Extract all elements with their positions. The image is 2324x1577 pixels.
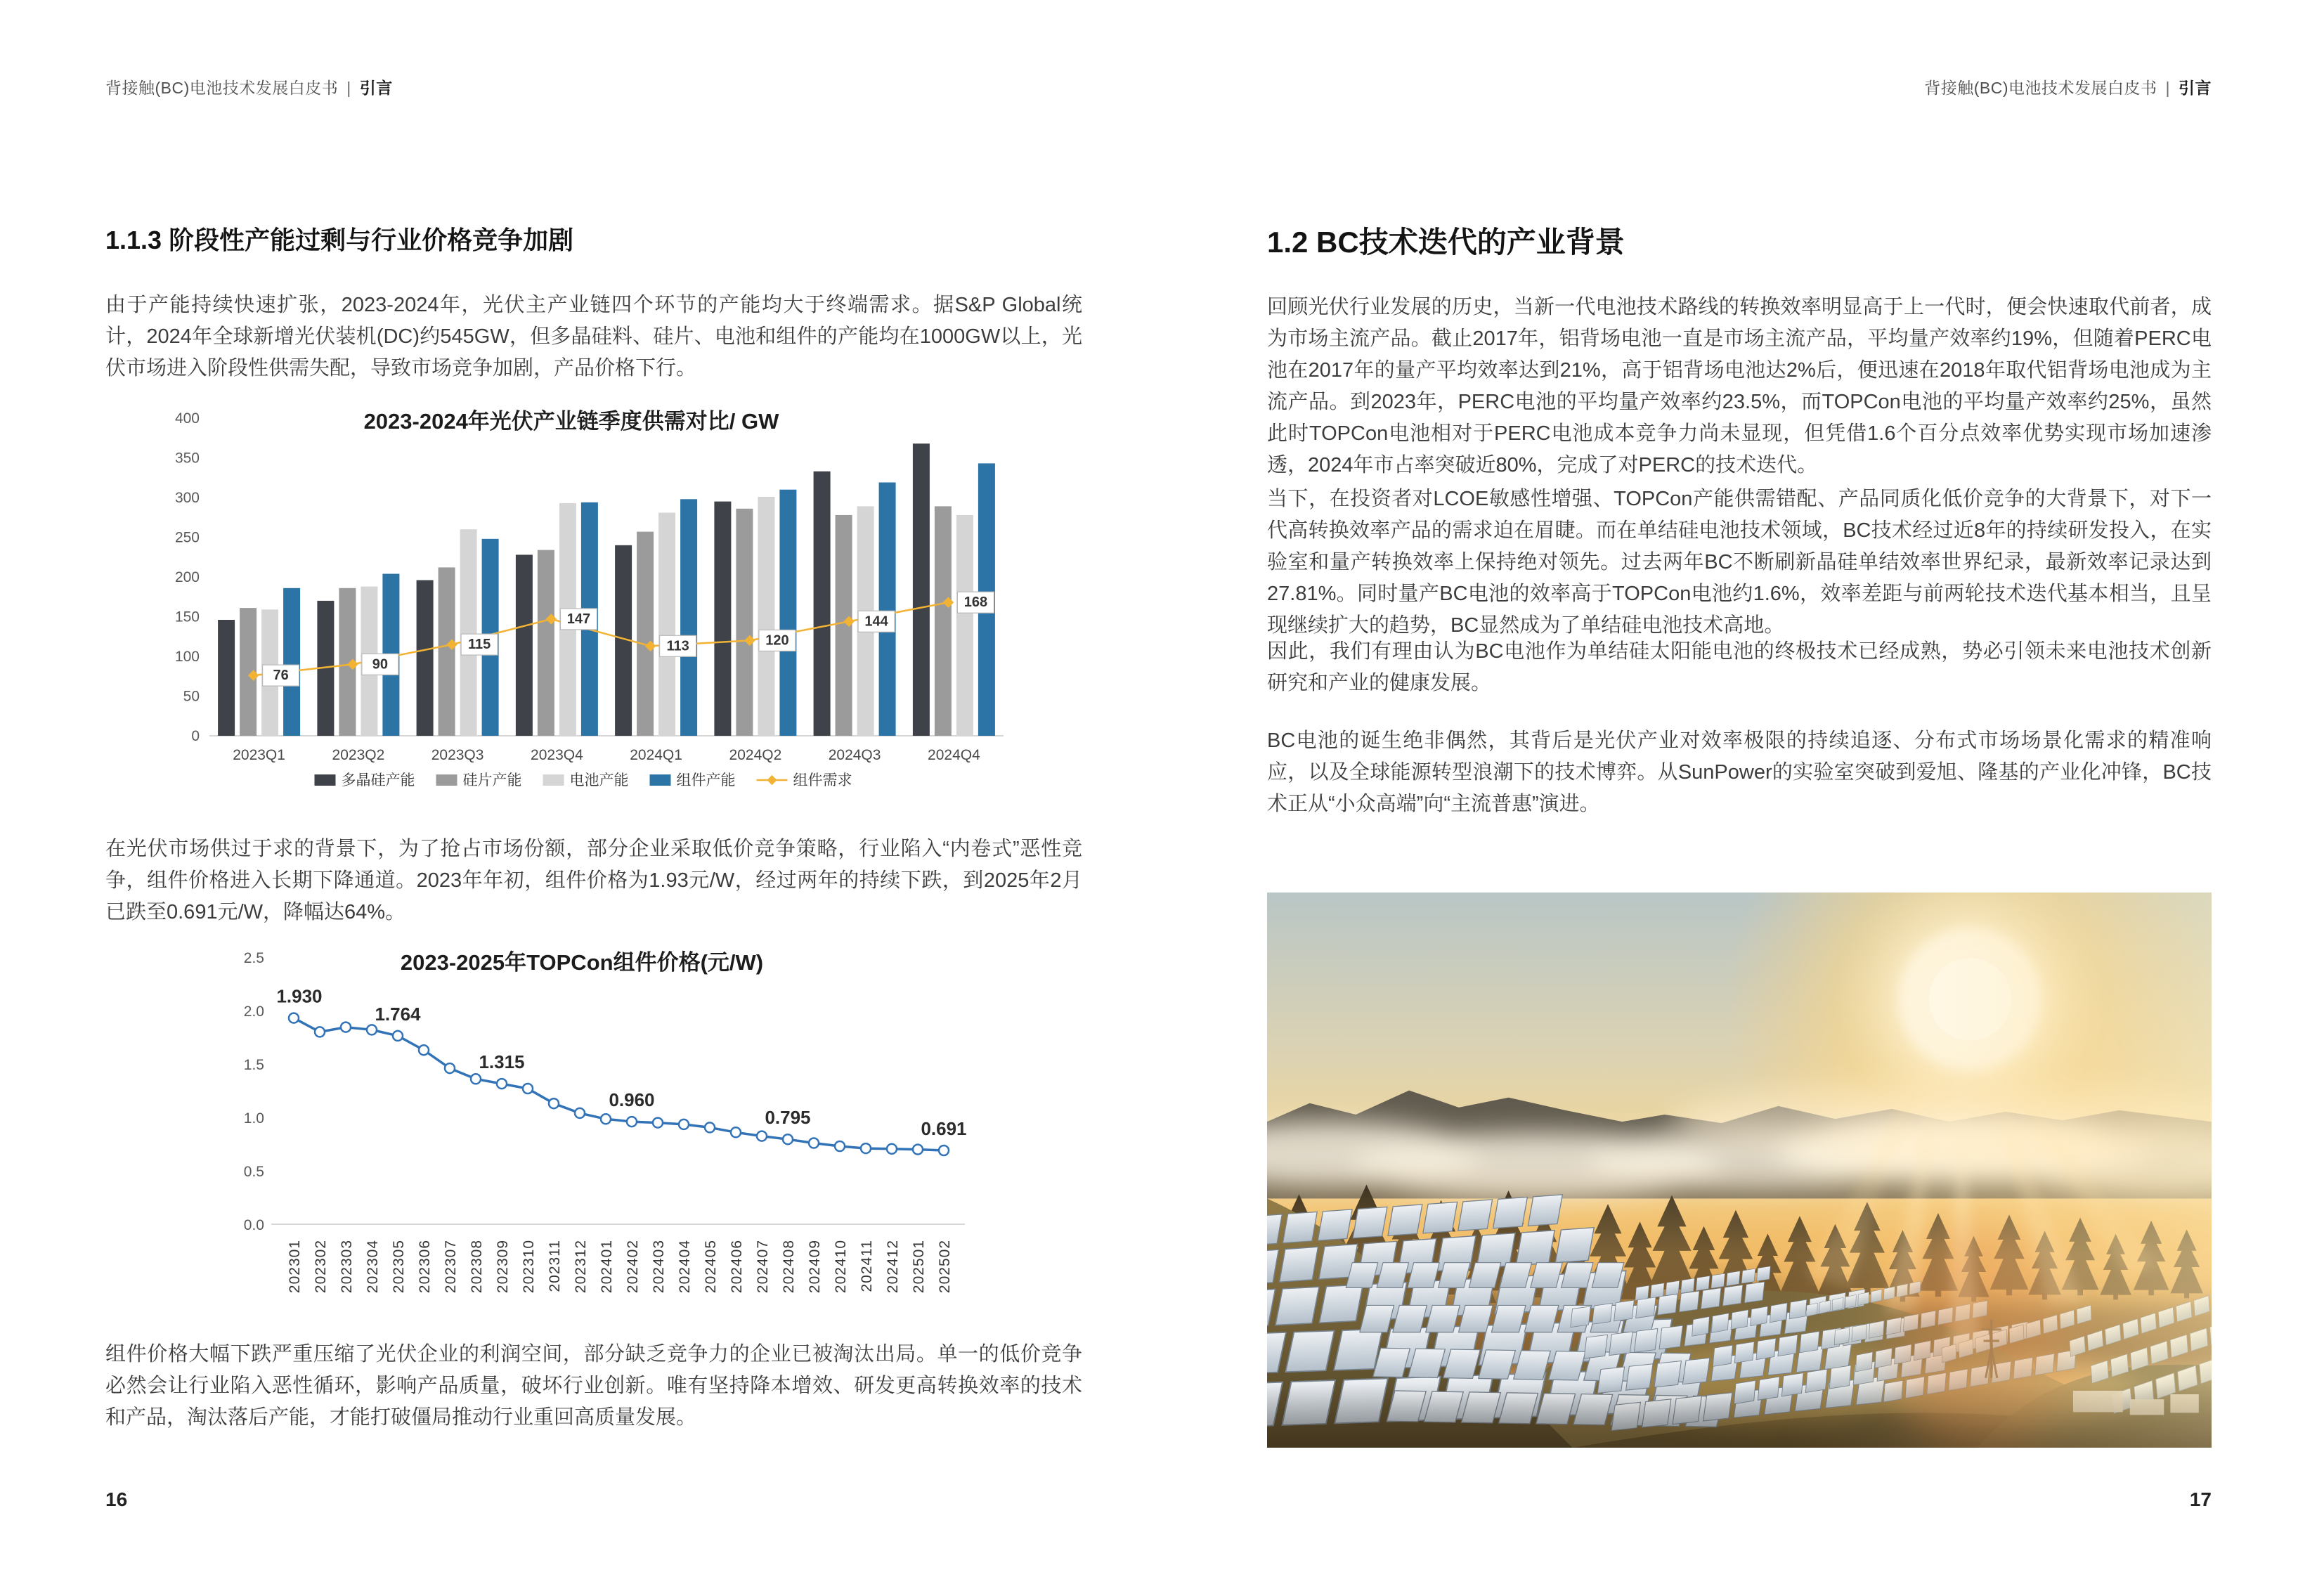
svg-text:2.0: 2.0 — [243, 1004, 264, 1020]
svg-text:2023Q2: 2023Q2 — [332, 747, 385, 763]
svg-text:202312: 202312 — [573, 1240, 589, 1294]
svg-text:115: 115 — [467, 637, 491, 653]
svg-text:202308: 202308 — [469, 1240, 485, 1294]
paragraph-conclusion: 组件价格大幅下跌严重压缩了光伏企业的利润空间，部分缺乏竞争力的企业已被淘汰出局。单一的低价竞争必然会让行业陷入恶性循环，影响产品质量，破坏行业创新。唯有坚持降本增效、研发更高转换效率的技术和产品，淘汰落后产能，才能打破僵局推动行业重回高质量发展。 — [105, 1343, 1082, 1429]
solar-farm-photo — [1267, 893, 2212, 1448]
svg-text:1.315: 1.315 — [479, 1051, 525, 1073]
svg-text:50: 50 — [183, 688, 200, 705]
svg-text:76: 76 — [273, 668, 289, 684]
header-divider: | — [2165, 79, 2170, 97]
svg-text:1.764: 1.764 — [375, 1003, 421, 1025]
svg-text:2024Q4: 2024Q4 — [928, 747, 980, 763]
svg-text:202502: 202502 — [937, 1240, 953, 1294]
svg-text:0: 0 — [191, 728, 200, 744]
svg-text:202404: 202404 — [677, 1240, 693, 1294]
header-section-label: 引言 — [359, 79, 393, 97]
doc-title: 背接触(BC)电池技术发展白皮书 — [1924, 79, 2157, 97]
svg-text:202302: 202302 — [313, 1240, 329, 1294]
paragraph-bc-maturity: 因此，我们有理由认为BC电池作为单结硅太阳能电池的终极技术已经成熟，势必引领未来电池技术创新研究和产业的健康发展。 — [1267, 640, 2212, 694]
svg-text:2023Q1: 2023Q1 — [233, 747, 285, 763]
svg-text:202409: 202409 — [807, 1240, 823, 1294]
section-title-1-1-3: 1.1.3 阶段性产能过剩与行业价格竞争加剧 — [105, 226, 574, 254]
svg-text:电池产能: 电池产能 — [569, 772, 629, 788]
line-chart — [160, 942, 1018, 1325]
svg-text:202412: 202412 — [885, 1240, 901, 1294]
paragraph-price-war: 在光伏市场供过于求的背景下，为了抢占市场份额，部分企业采取低价竞争策略，行业陷入“内卷式”恶性竞争，组件价格进入长期下降通道。2023年年初，组件价格为1.93元/W，经过两年的持续下跌，到2025年2月已跌至0.691元/W，降幅达64%。 — [105, 838, 1082, 923]
svg-text:2024Q2: 2024Q2 — [729, 747, 782, 763]
svg-text:202304: 202304 — [365, 1240, 381, 1294]
svg-text:100: 100 — [174, 649, 200, 665]
svg-text:400: 400 — [174, 410, 200, 427]
svg-text:202501: 202501 — [911, 1240, 927, 1294]
svg-text:组件产能: 组件产能 — [676, 772, 736, 788]
section-title-1-2: 1.2 BC技术迭代的产业背景 — [1267, 226, 1625, 259]
svg-text:1.930: 1.930 — [276, 985, 323, 1007]
page-number-left: 16 — [105, 1488, 128, 1510]
svg-text:0.0: 0.0 — [243, 1217, 264, 1233]
svg-text:202401: 202401 — [599, 1240, 615, 1294]
svg-text:2023Q3: 2023Q3 — [431, 747, 484, 763]
svg-text:120: 120 — [765, 632, 789, 649]
svg-text:150: 150 — [174, 609, 200, 625]
svg-text:组件需求: 组件需求 — [793, 772, 852, 788]
svg-text:0.5: 0.5 — [243, 1164, 264, 1180]
page-header-right — [1924, 75, 2212, 98]
svg-text:113: 113 — [666, 638, 689, 654]
svg-text:147: 147 — [566, 611, 591, 627]
svg-text:2023-2024年光伏产业链季度供需对比/ GW: 2023-2024年光伏产业链季度供需对比/ GW — [363, 409, 779, 434]
svg-text:0.691: 0.691 — [921, 1118, 967, 1139]
svg-text:202408: 202408 — [781, 1240, 797, 1294]
header-divider: | — [346, 79, 351, 97]
svg-text:1.5: 1.5 — [243, 1057, 264, 1073]
svg-text:202301: 202301 — [287, 1240, 303, 1294]
svg-text:2024Q3: 2024Q3 — [828, 747, 881, 763]
paragraph-history: 回顾光伏行业发展的历史，当新一代电池技术路线的转换效率明显高于上一代时，便会快速取代前者，成为市场主流产品。截止2017年，铝背场电池一直是市场主流产品，平均量产效率约19%，但随着PERC电池在2017年的量产平均效率达到21%，高于铝背场电池达2%后，便迅速在2018年取代铝背场电池成为主流产品。到2023年，PERC电池的平均量产效率约23.5%，而TOPCon电池的平均量产效率约25%，虽然此时TOPCon电池相对于PERC电池成本竞争力尚未显现，但凭借1.6个百分点效率优势实现市场加速渗透，2024年市占率突破近80%，完成了对PERC的技术迭代。 — [1267, 296, 2212, 476]
svg-text:90: 90 — [372, 656, 389, 673]
svg-text:250: 250 — [174, 529, 200, 546]
doc-title: 背接触(BC)电池技术发展白皮书 — [105, 79, 339, 97]
svg-text:202410: 202410 — [833, 1240, 849, 1294]
svg-text:2024Q1: 2024Q1 — [630, 747, 682, 763]
svg-text:202310: 202310 — [521, 1240, 537, 1294]
svg-text:硅片产能: 硅片产能 — [462, 772, 522, 788]
svg-text:1.0: 1.0 — [243, 1110, 264, 1127]
svg-text:2023Q4: 2023Q4 — [531, 747, 583, 763]
svg-text:202405: 202405 — [703, 1240, 719, 1294]
svg-text:2.5: 2.5 — [243, 950, 264, 966]
svg-text:202406: 202406 — [729, 1240, 745, 1294]
svg-text:202311: 202311 — [547, 1240, 563, 1292]
svg-text:200: 200 — [174, 569, 200, 585]
svg-text:0.960: 0.960 — [609, 1089, 655, 1111]
svg-text:202411: 202411 — [859, 1240, 875, 1292]
header-section-label: 引言 — [2179, 79, 2212, 97]
svg-text:0.795: 0.795 — [765, 1107, 811, 1129]
svg-text:2023-2025年TOPCon组件价格(元/W): 2023-2025年TOPCon组件价格(元/W) — [400, 950, 764, 975]
svg-text:202307: 202307 — [443, 1240, 459, 1294]
paragraph-bc-leadership: 当下，在投资者对LCOE敏感性增强、TOPCon产能供需错配、产品同质化低价竞争的大背景下，对下一代高转换效率产品的需求迫在眉睫。而在单结硅电池技术领域，BC技术经过近8年的持续研发投入，在实验室和量产转换效率上保持绝对领先。过去两年BC不断刷新晶硅单结效率世界纪录，最新效率记录达到27.81%。同时量产BC电池的效率高于TOPCon电池约1.6%，效率差距与前两轮技术迭代基本相当，且呈现继续扩大的趋势，BC显然成为了单结硅电池技术高地。 — [1267, 488, 2212, 637]
paragraph-capacity-overview: 由于产能持续快速扩张，2023-2024年，光伏主产业链四个环节的产能均大于终端需求。据S&P Global统计，2024年全球新增光伏装机(DC)约545GW，但多晶硅料、硅片、电池和组件的产能均在1000GW以上，光伏市场进入阶段性供需失配，导致市场竞争加剧，产品价格下行。 — [105, 294, 1082, 379]
svg-text:多晶硅产能: 多晶硅产能 — [341, 772, 415, 788]
page-header-left — [105, 75, 393, 98]
svg-text:202403: 202403 — [651, 1240, 667, 1294]
svg-text:168: 168 — [963, 595, 988, 611]
svg-text:202407: 202407 — [755, 1240, 771, 1294]
svg-text:202306: 202306 — [417, 1240, 433, 1294]
svg-text:202305: 202305 — [391, 1240, 407, 1294]
svg-text:144: 144 — [864, 614, 888, 630]
svg-text:350: 350 — [174, 450, 200, 467]
svg-text:202402: 202402 — [625, 1240, 641, 1294]
bar-chart — [160, 402, 1018, 799]
svg-text:202303: 202303 — [339, 1240, 355, 1294]
page-number-right: 17 — [2189, 1488, 2212, 1510]
paragraph-bc-evolution: BC电池的诞生绝非偶然，其背后是光伏产业对效率极限的持续追逐、分布式市场场景化需求的精准响应，以及全球能源转型浪潮下的技术博弈。从SunPower的实验室突破到爱旭、隆基的产业化冲锋，BC技术正从“小众高端”向“主流普惠”演进。 — [1267, 729, 2212, 815]
svg-text:300: 300 — [174, 490, 200, 506]
svg-text:202309: 202309 — [495, 1240, 511, 1294]
